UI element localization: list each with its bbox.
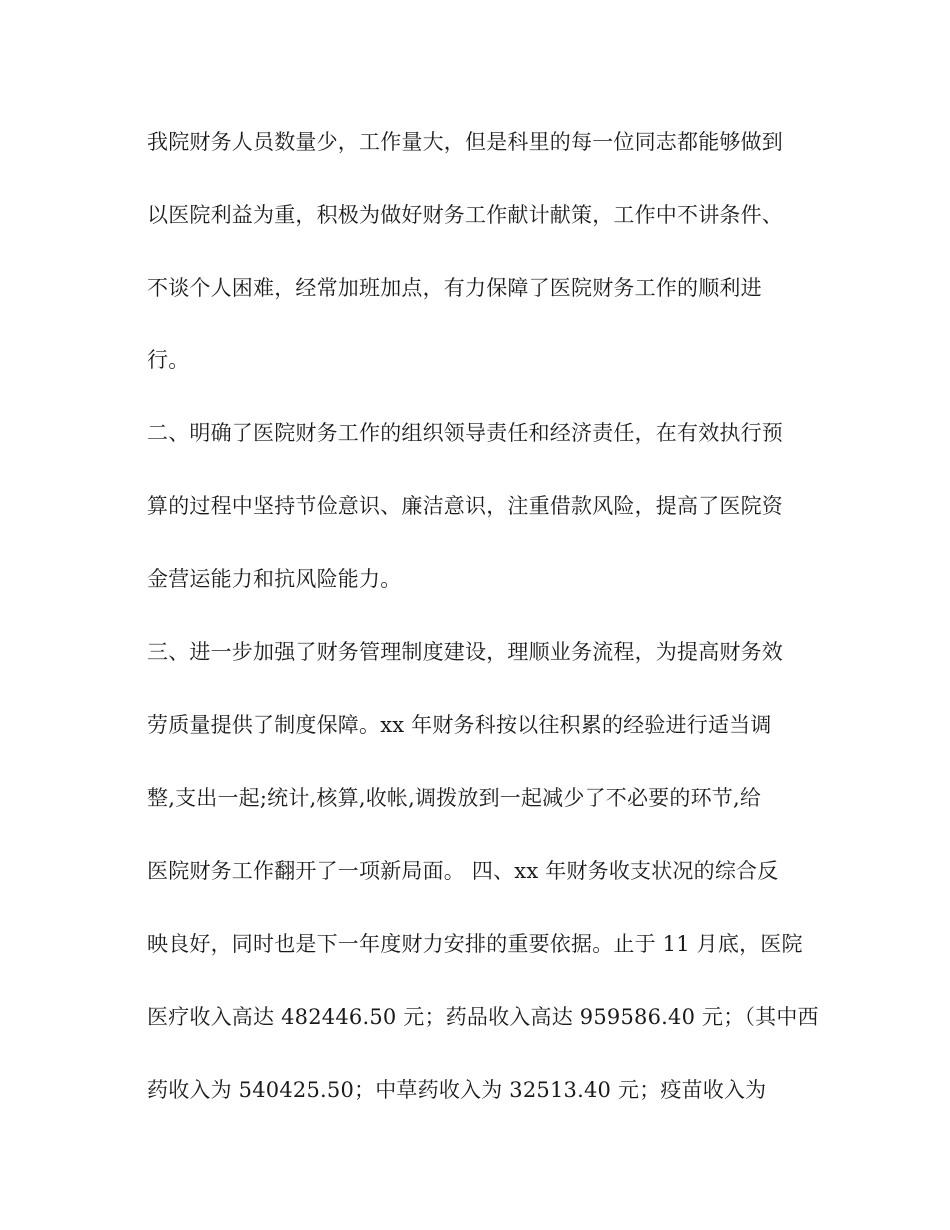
paragraph-line: 医疗收入高达 482446.50 元；药品收入高达 959586.40 元；（其中西 [147, 1005, 819, 1029]
paragraph-line: 不谈个人困难，经常加班加点，有力保障了医院财务工作的顺利进 [147, 276, 762, 300]
paragraph-line: 算的过程中坚持节俭意识、廉洁意识，注重借款风险，提高了医院资 [147, 494, 783, 518]
paragraph-line: 整,支出一起;统计,核算,收帐,调拨放到一起减少了不必要的环节,给 [147, 786, 762, 810]
paragraph-line: 劳质量提供了制度保障。xx 年财务科按以往积累的经验进行适当调 [147, 713, 772, 737]
paragraph-line: 行。 [147, 348, 190, 372]
paragraph-line: 映良好，同时也是下一年度财力安排的重要依据。止于 11 月底，医院 [147, 932, 803, 956]
paragraph-line: 我院财务人员数量少，工作量大，但是科里的每一位同志都能够做到 [147, 130, 783, 154]
paragraph-line: 医院财务工作翻开了一项新局面。 四、xx 年财务收支状况的综合反 [147, 859, 779, 883]
paragraph-line: 药收入为 540425.50；中草药收入为 32513.40 元；疫苗收入为 [147, 1078, 767, 1102]
paragraph-line: 以医院利益为重，积极为做好财务工作献计献策，工作中不讲条件、 [147, 203, 783, 227]
paragraph-line: 金营运能力和抗风险能力。 [147, 567, 402, 591]
paragraph-line: 三、进一步加强了财务管理制度建设，理顺业务流程，为提高财务效 [147, 640, 783, 664]
paragraph-line: 二、明确了医院财务工作的组织领导责任和经济责任，在有效执行预 [147, 421, 783, 445]
